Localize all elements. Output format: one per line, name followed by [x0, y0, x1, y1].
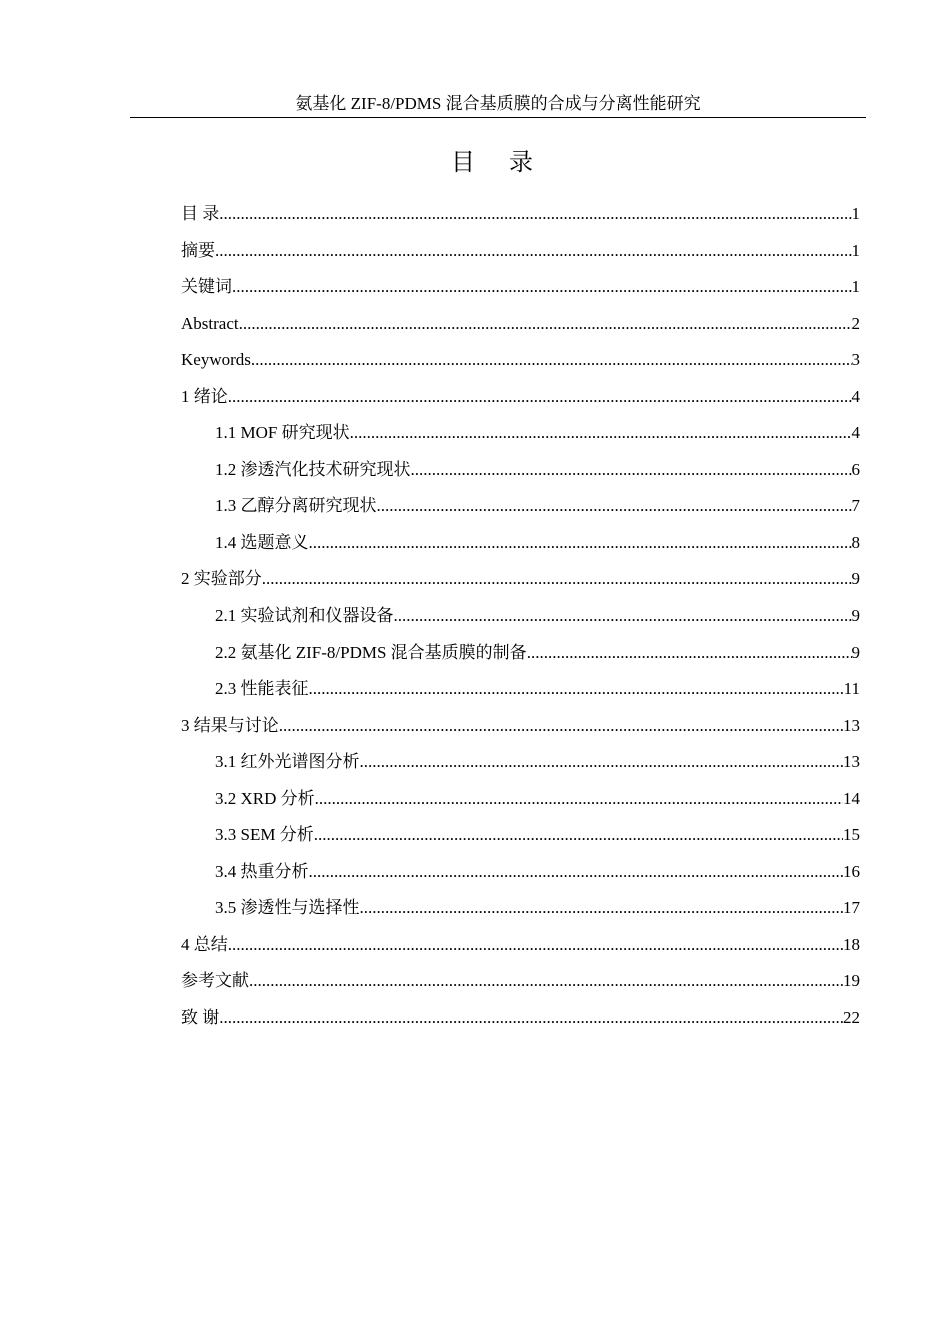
- toc-entry-label: 2 实验部分: [181, 569, 262, 589]
- toc-entry-page-number: 19: [843, 971, 860, 991]
- running-header: 氨基化 ZIF-8/PDMS 混合基质膜的合成与分离性能研究: [295, 94, 701, 113]
- toc-entry[interactable]: [181, 932, 860, 969]
- toc-entry-label: 4 总结: [181, 934, 228, 954]
- toc-entry-label: 参考文献: [181, 971, 249, 991]
- toc-entry-page-number: 6: [851, 459, 860, 479]
- toc-dot-leader: [279, 713, 843, 739]
- toc-title: 目 录: [451, 150, 547, 176]
- toc-entry-page-number: 4: [851, 423, 860, 443]
- toc-dot-leader: [249, 968, 843, 994]
- toc-entry-page-number: 11: [843, 679, 860, 699]
- toc-entry-label: 3.5 渗透性与选择性: [215, 898, 360, 918]
- toc-entry-label: 3.2 XRD 分析: [215, 788, 315, 808]
- toc-entry-label: 3.1 红外光谱图分析: [215, 752, 360, 772]
- toc-dot-leader: [350, 420, 852, 446]
- toc-entry[interactable]: [181, 895, 860, 932]
- toc-dot-leader: [314, 822, 843, 848]
- toc-dot-leader: [309, 676, 844, 702]
- toc-entry-page-number: 9: [851, 569, 860, 589]
- toc-entry[interactable]: [181, 1005, 860, 1042]
- toc-entry[interactable]: [181, 822, 860, 859]
- toc-dot-leader: [262, 566, 852, 592]
- toc-entry[interactable]: [181, 859, 860, 896]
- toc-entry-label: 2.1 实验试剂和仪器设备: [215, 606, 394, 626]
- toc-entry[interactable]: [181, 713, 860, 750]
- toc-entry-label: 关键词: [181, 277, 232, 297]
- toc-entry-label: 1.4 选题意义: [215, 532, 309, 552]
- toc-entry-page-number: 8: [851, 532, 860, 552]
- toc-entry-label: 1.3 乙醇分离研究现状: [215, 496, 377, 516]
- toc-entry-page-number: 4: [851, 386, 860, 406]
- toc-entry-page-number: 1: [851, 204, 860, 223]
- toc-entry-page-number: 16: [843, 861, 860, 881]
- toc-entry-page-number: 1: [851, 240, 860, 260]
- toc-dot-leader: [228, 932, 843, 958]
- toc-dot-leader: [360, 749, 844, 775]
- toc-entry-label: 摘要: [181, 240, 215, 260]
- toc-dot-leader: [394, 603, 852, 629]
- toc-dot-leader: [219, 1005, 843, 1031]
- toc-entry-page-number: 18: [843, 934, 860, 954]
- toc-dot-leader: [251, 347, 852, 373]
- toc-dot-leader: [527, 640, 852, 666]
- toc-entry[interactable]: [181, 457, 860, 494]
- toc-entry[interactable]: [181, 201, 860, 238]
- toc-entry-label: 1.2 渗透汽化技术研究现状: [215, 459, 411, 479]
- toc-entry-label: 3.3 SEM 分析: [215, 825, 314, 845]
- toc-entry-page-number: 17: [843, 898, 860, 918]
- toc-dot-leader: [360, 895, 844, 921]
- toc-dot-leader: [239, 311, 852, 337]
- toc-entry-page-number: 22: [843, 1008, 860, 1028]
- toc-dot-leader: [315, 786, 843, 812]
- toc-entry-label: 2.3 性能表征: [215, 679, 309, 699]
- toc-dot-leader: [377, 493, 852, 519]
- toc-entry[interactable]: [181, 311, 860, 348]
- toc-dot-leader: [219, 201, 851, 227]
- toc-entry-page-number: 9: [851, 642, 860, 662]
- toc-entry-label: 1 绪论: [181, 386, 228, 406]
- toc-dot-leader: [232, 274, 852, 300]
- toc-entry-label: Keywords: [181, 350, 251, 370]
- toc-entry[interactable]: [181, 493, 860, 530]
- toc-entry[interactable]: [181, 786, 860, 823]
- toc-entry-page-number: 7: [851, 496, 860, 516]
- toc-dot-leader: [228, 384, 852, 410]
- header-divider: [130, 117, 866, 118]
- toc-entry-label: 2.2 氨基化 ZIF-8/PDMS 混合基质膜的制备: [215, 642, 527, 662]
- toc-entry-label: 致 谢: [181, 1008, 220, 1028]
- toc-entry[interactable]: [181, 968, 860, 1005]
- toc-entry[interactable]: [181, 420, 860, 457]
- toc-entry-page-number: 14: [843, 788, 860, 808]
- toc-entry-label: 3 结果与讨论: [181, 715, 279, 735]
- toc-entry[interactable]: [181, 749, 860, 786]
- toc-entry[interactable]: [181, 566, 860, 603]
- toc-dot-leader: [309, 859, 844, 885]
- toc-entry[interactable]: [181, 530, 860, 567]
- toc-entry-page-number: 15: [843, 825, 860, 845]
- toc-dot-leader: [309, 530, 852, 556]
- toc-entry[interactable]: [181, 347, 860, 384]
- table-of-contents: [181, 201, 860, 1042]
- toc-entry[interactable]: [181, 640, 860, 677]
- toc-entry[interactable]: [181, 274, 860, 311]
- toc-entry-label: 1.1 MOF 研究现状: [215, 423, 350, 443]
- toc-entry-label: 3.4 热重分析: [215, 861, 309, 881]
- toc-dot-leader: [215, 238, 852, 264]
- toc-entry-page-number: 2: [851, 313, 860, 333]
- toc-entry-page-number: 13: [843, 715, 860, 735]
- toc-entry-label: 目 录: [181, 204, 220, 223]
- toc-entry[interactable]: [181, 676, 860, 713]
- toc-entry-page-number: 3: [851, 350, 860, 370]
- toc-entry-page-number: 1: [851, 277, 860, 297]
- toc-entry-page-number: 9: [851, 606, 860, 626]
- toc-entry-label: Abstract: [181, 313, 239, 333]
- toc-dot-leader: [411, 457, 852, 483]
- toc-entry[interactable]: [181, 384, 860, 421]
- toc-entry-page-number: 13: [843, 752, 860, 772]
- toc-entry[interactable]: [181, 603, 860, 640]
- toc-entry[interactable]: [181, 238, 860, 275]
